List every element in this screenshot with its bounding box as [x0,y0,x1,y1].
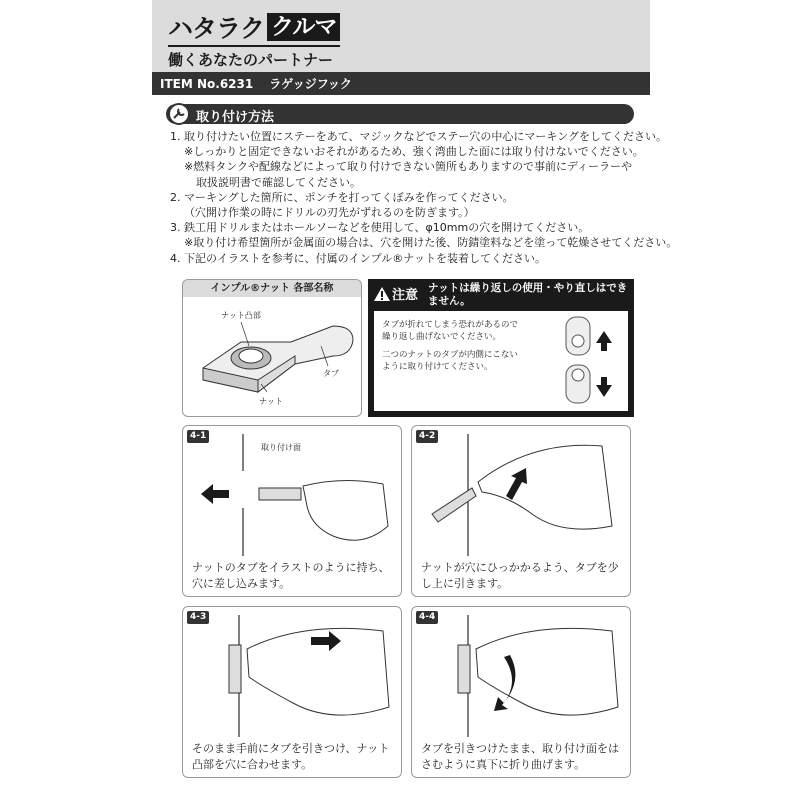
caution-label [374,284,418,303]
panel-caption: ナットが穴にひっかかるよう、タブを少し上に引きます。 [421,561,619,590]
panel-caption: ナットのタブをイラストのように持ち、穴に差し込みます。 [192,561,390,590]
step-3: 3. 鉄工用ドリルまたはホールソーなどを使用して、φ10mmの穴を開けてください。 [170,221,590,235]
caution-text-1-line-2: 繰り返し曲げないでください。 [382,332,502,342]
logo-underline [168,45,340,47]
panel-4-4 [411,606,631,778]
panel-number: 4-1 [187,430,209,443]
caution-heading: ナットは繰り返しの使用・やり直しはできません。 [428,282,628,307]
header [152,0,650,72]
panel-caption: そのまま手前にタブを引きつけ、ナット凸部を穴に合わせます。 [192,742,390,771]
brand-left: ハタラク [168,14,265,43]
panel-number: 4-3 [187,611,209,624]
caution-text-2-line-1: 二つのナットのタブが内側にこない [382,350,518,360]
step-3-note: ※取り付け希望箇所が金属面の場合は、穴を開けた後、防錆塗料などを塗って乾燥させてください。 [184,236,678,250]
parts-title: インプル®ナット 各部名称 [183,280,361,297]
panel-4-1 [182,425,402,597]
wrench-icon [168,103,190,125]
instruction-sheet [152,0,678,800]
item-name: ラゲッジフック [269,77,352,91]
step-2-note: （穴開け作業の時にドリルの刃先がずれるのを防ぎます。） [184,206,475,220]
caution-text-2-line-2: ように取り付けてください。 [382,362,493,372]
step-2: 2. マーキングした箇所に、ポンチを打ってくぼみを作ってください。 [170,190,514,204]
section-title: 取り付け方法 [196,110,275,125]
label-tab: タブ [323,369,339,378]
tab-direction-illustration [374,311,628,411]
steps-list [170,129,678,266]
brand-right: クルマ [267,13,340,41]
step-1-note-b: ※燃料タンクや配線などによって取り付けできない箇所もありますので事前にディーラーや [184,160,633,174]
panel-number: 4-2 [416,430,438,443]
item-number: ITEM No.6231 [160,76,254,91]
label-nut: ナット [259,397,283,406]
step-1-note-b-cont: 取扱説明書で確認してください。 [196,175,361,189]
caution-box [368,279,634,417]
panel-4-3 [182,606,402,778]
step-4: 4. 下記のイラストを参考に、付属のインプル®ナットを装着してください。 [170,251,546,265]
panel-caption: タブを引きつけたまま、取り付け面をはさむように真下に折り曲げます。 [421,742,619,771]
caution-content [374,311,628,411]
step-illustration [412,607,631,741]
mount-surface-label: 取り付け面 [261,443,301,452]
step-illustration [183,607,402,741]
step-illustration [412,426,631,560]
step-1: 1. 取り付けたい位置にステーをあて、マジックなどでステー穴の中心にマーキングをしてください。 [170,130,667,143]
caution-text-1-line-1: タブが折れてしまう恐れがあるので [382,320,519,330]
label-nut-convex: ナット凸部 [221,311,261,320]
step-1-note-a: ※しっかりと固定できないおそれがあるため、強く湾曲した面には取り付けないでください。 [184,145,644,159]
brand-logo [168,12,340,42]
warning-icon [374,287,390,301]
parts-diagram [182,279,362,417]
caution-label-text: 注意 [392,288,419,303]
tagline: 働くあなたのパートナー [168,51,334,69]
step-illustration [183,426,402,560]
panel-4-2 [411,425,631,597]
panel-number: 4-4 [416,611,438,624]
item-bar [152,72,650,95]
